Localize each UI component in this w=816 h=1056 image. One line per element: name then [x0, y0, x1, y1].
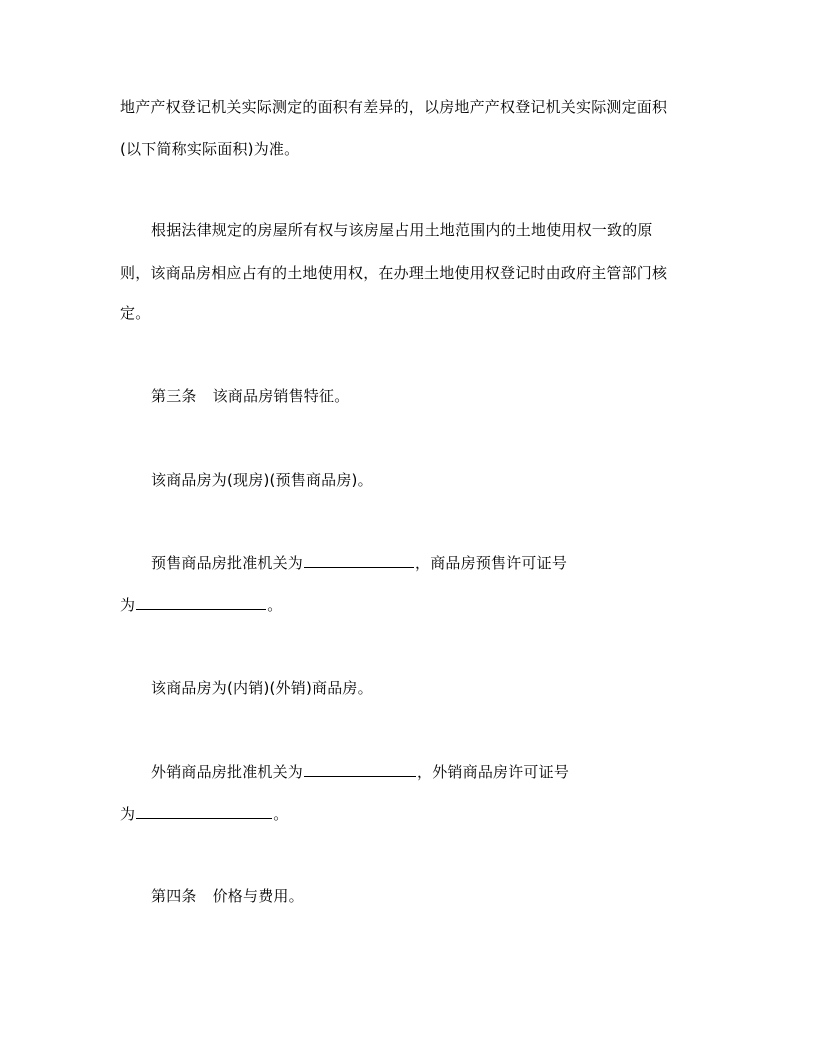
paragraph-market-type: 该商品房为(内销)(外销)商品房。 [151, 679, 373, 697]
export-authority-label: 外销商品房批准机关为 [151, 763, 304, 781]
article-4-title: 价格与费用。 [212, 887, 304, 905]
export-permit-blank[interactable] [136, 803, 272, 819]
paragraph-export-line-1 [151, 761, 569, 783]
paragraph-area-line-1: 地产产权登记机关实际测定的面积有差异的，以房地产产权登记机关实际测定面积 [120, 98, 668, 116]
article-3-title: 该商品房销售特征。 [212, 387, 350, 405]
presale-permit-blank[interactable] [136, 594, 266, 610]
article-3-label: 第三条 [151, 387, 197, 405]
paragraph-presale-line-1 [151, 552, 567, 574]
paragraph-sale-type: 该商品房为(现房)(预售商品房)。 [151, 471, 373, 489]
presale-permit-suffix: 。 [267, 596, 283, 614]
article-4-heading [151, 885, 304, 907]
paragraph-presale-line-2 [120, 594, 282, 616]
presale-permit-prefix: 为 [120, 596, 136, 614]
export-permit-suffix: 。 [273, 805, 289, 823]
paragraph-land-line-3: 定。 [120, 304, 151, 322]
paragraph-export-line-2 [120, 803, 288, 825]
presale-permit-label: ，商品房预售许可证号 [415, 554, 568, 572]
export-permit-label: ，外销商品房许可证号 [417, 763, 570, 781]
presale-authority-label: 预售商品房批准机关为 [151, 554, 304, 572]
export-authority-blank[interactable] [304, 761, 416, 777]
paragraph-area-line-2: (以下简称实际面积)为准。 [120, 140, 300, 158]
paragraph-land-line-1: 根据法律规定的房屋所有权与该房屋占用土地范围内的土地使用权一致的原 [151, 221, 653, 239]
article-4-label: 第四条 [151, 887, 197, 905]
export-permit-prefix: 为 [120, 805, 136, 823]
paragraph-land-line-2: 则，该商品房相应占有的土地使用权，在办理土地使用权登记时由政府主管部门核 [120, 264, 668, 282]
presale-authority-blank[interactable] [304, 552, 414, 568]
article-3-heading [151, 385, 349, 407]
